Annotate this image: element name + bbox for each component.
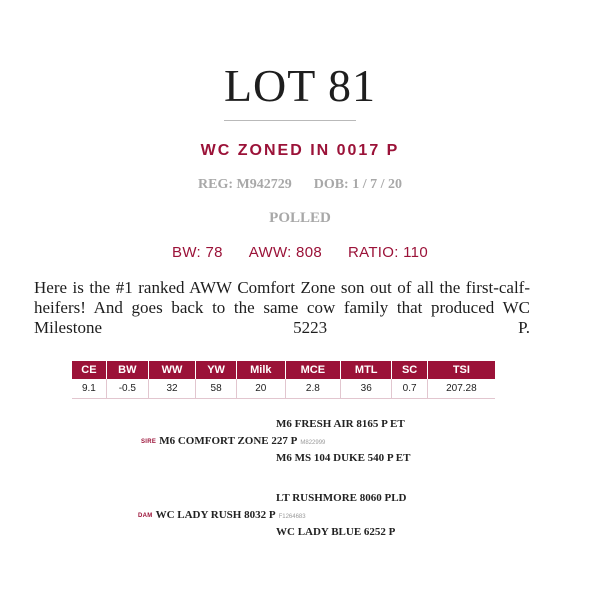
epd-value-ce: 9.1 bbox=[72, 379, 106, 399]
epd-value-ww: 32 bbox=[148, 379, 195, 399]
lot-description: Here is the #1 ranked AWW Comfort Zone son out of all the first-calf-heifers! And goes back to the same cow family that produced WC Milestone 5223 P. bbox=[34, 278, 530, 337]
sire-line bbox=[141, 435, 325, 450]
epd-value-mce: 2.8 bbox=[285, 379, 340, 399]
epd-value-tsi: 207.28 bbox=[427, 379, 495, 399]
polled-status: POLLED bbox=[269, 210, 331, 226]
epd-header-bw: BW bbox=[106, 361, 148, 379]
epd-table bbox=[72, 361, 495, 399]
birth-weight: BW: 78 bbox=[172, 244, 223, 261]
dam-registration: F1264683 bbox=[278, 514, 306, 520]
dam-dam: WC LADY BLUE 6252 P bbox=[276, 526, 396, 538]
epd-header-milk: Milk bbox=[236, 361, 285, 379]
epd-value-mtl: 36 bbox=[341, 379, 392, 399]
registration-line bbox=[0, 177, 600, 193]
epd-header-yw: YW bbox=[196, 361, 237, 379]
weaning-ratio: RATIO: 110 bbox=[348, 244, 428, 261]
dam-label: DAM bbox=[138, 513, 153, 519]
epd-header-row bbox=[72, 361, 495, 379]
animal-name: WC ZONED IN 0017 P bbox=[200, 142, 400, 159]
epd-header-sc: SC bbox=[392, 361, 427, 379]
sire-name: M6 COMFORT ZONE 227 P bbox=[159, 435, 298, 447]
epd-header-ce: CE bbox=[72, 361, 106, 379]
sire-registration: M822999 bbox=[300, 440, 326, 446]
epd-header-tsi: TSI bbox=[427, 361, 495, 379]
date-of-birth: DOB: 1 / 7 / 20 bbox=[313, 177, 402, 192]
epd-value-bw: -0.5 bbox=[106, 379, 148, 399]
epd-header-mtl: MTL bbox=[341, 361, 392, 379]
lot-title: LOT 81 bbox=[223, 60, 377, 111]
epd-value-sc: 0.7 bbox=[392, 379, 427, 399]
sire-sire: M6 FRESH AIR 8165 P ET bbox=[276, 418, 405, 430]
adjusted-weaning-weight: AWW: 808 bbox=[248, 244, 322, 261]
epd-value-milk: 20 bbox=[236, 379, 285, 399]
title-divider bbox=[224, 120, 356, 121]
epd-value-row bbox=[72, 379, 495, 399]
dam-name: WC LADY RUSH 8032 P bbox=[155, 509, 276, 521]
registration-number: REG: M942729 bbox=[198, 177, 292, 192]
sire-label: SIRE bbox=[141, 439, 157, 445]
epd-header-mce: MCE bbox=[285, 361, 340, 379]
dam-sire: LT RUSHMORE 8060 PLD bbox=[276, 492, 407, 504]
sire-dam: M6 MS 104 DUKE 540 P ET bbox=[276, 452, 411, 464]
dam-line bbox=[138, 509, 306, 524]
weights-line bbox=[0, 244, 600, 261]
epd-value-yw: 58 bbox=[196, 379, 237, 399]
epd-header-ww: WW bbox=[148, 361, 195, 379]
